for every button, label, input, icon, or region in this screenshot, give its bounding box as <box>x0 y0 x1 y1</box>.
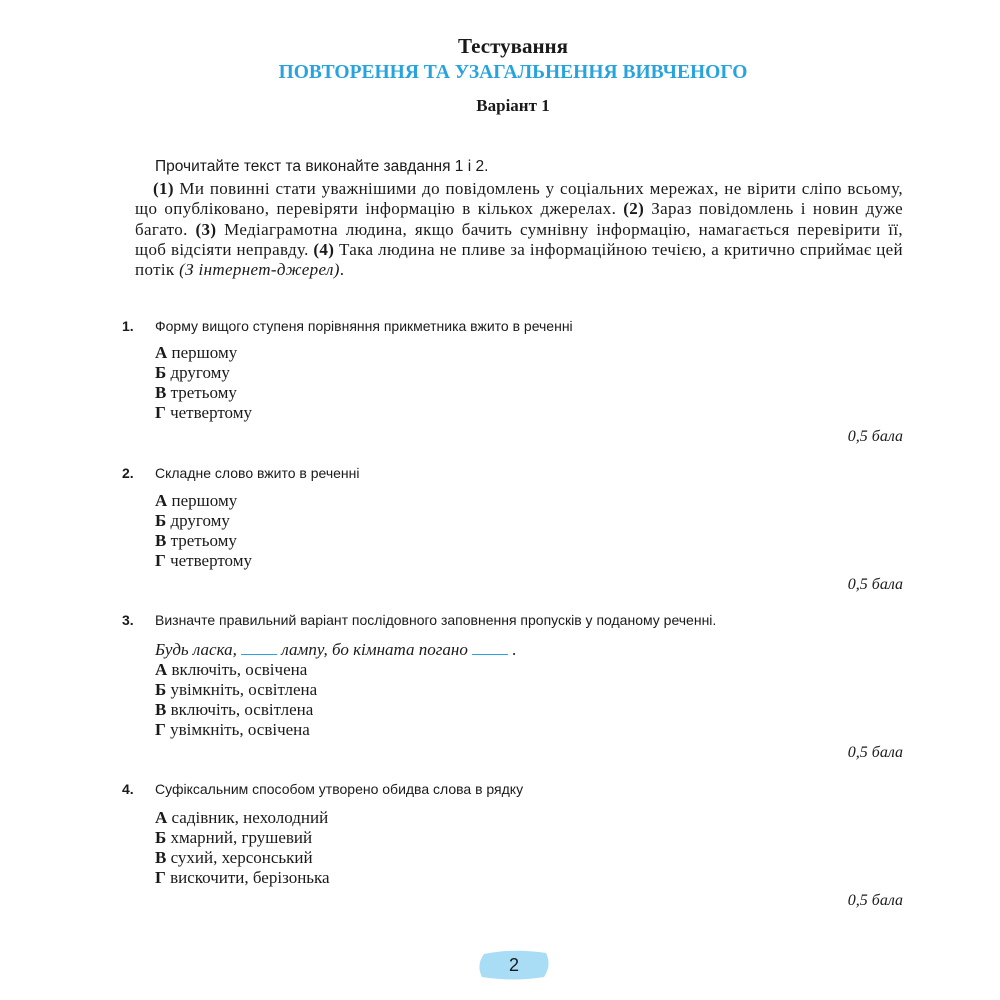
sentence-number-3: (3) <box>195 219 217 239</box>
sentence-4: Така людина не пливе за інформаційною течією, а критично сприймає цей потік <box>135 239 903 280</box>
passage-source: (З інтернет-джерел) <box>179 260 340 280</box>
option-b[interactable]: Б хмарний, грушевий <box>155 828 313 847</box>
option-v[interactable]: В сухий, херсонський <box>155 848 313 867</box>
blank-2 <box>472 640 508 655</box>
question-number: 2. <box>122 465 134 481</box>
page-number: 2 <box>508 955 519 975</box>
option-a[interactable]: А першому <box>155 491 238 510</box>
passage-end: . <box>339 260 345 280</box>
option-v[interactable]: В включіть, освітлена <box>155 700 314 719</box>
sentence-number-2: (2) <box>623 199 645 219</box>
answer-options <box>155 660 317 740</box>
question-number: 3. <box>122 612 134 628</box>
option-b[interactable]: Б другому <box>155 363 230 382</box>
reading-passage <box>135 179 903 280</box>
sentence-number-1: (1) <box>153 179 174 198</box>
sentence-3: Медіаграмотна людина, якщо бачить сумнівну інформацію, намагається перевірити її, щоб відсіяти неправду. <box>135 219 903 259</box>
option-a[interactable]: А садівник, нехолодний <box>155 808 329 827</box>
answer-options <box>155 491 252 571</box>
sentence-number-4: (4) <box>313 239 335 259</box>
points-label: 0,5 бала <box>847 744 903 761</box>
option-b[interactable]: Б увімкніть, освітлена <box>155 680 318 699</box>
question-2 <box>122 465 922 593</box>
question-text: Складне слово вжито в реченні <box>155 465 360 481</box>
question-text: Визначте правильний варіант послідовного заповнення пропусків у поданому реченні. <box>155 612 717 628</box>
test-title: Тестування <box>457 34 569 58</box>
sentence-2: Зараз повідомлень і новин дуже багато. <box>135 199 903 239</box>
option-g[interactable]: Г вискочити, берізонька <box>155 868 330 887</box>
option-g[interactable]: Г четвертому <box>155 403 252 422</box>
points-label: 0,5 бала <box>847 428 903 445</box>
answer-options <box>155 808 330 888</box>
answer-options <box>155 343 252 423</box>
question-number: 1. <box>122 318 134 334</box>
option-g[interactable]: Г четвертому <box>155 551 252 570</box>
option-a[interactable]: А включіть, освічена <box>155 660 308 679</box>
sentence-1: Ми повинні стати уважнішими до повідомлень у соціальних мережах, не вірити сліпо всьому, що опубліковано, перевіряти інформацію в кількох джерелах. <box>135 179 903 219</box>
points-label: 0,5 бала <box>847 892 903 909</box>
points-label: 0,5 бала <box>847 576 903 593</box>
fill-in-sentence: Будь ласка, лампу, бо кімната погано . <box>155 640 517 659</box>
question-text: Форму вищого ступеня порівняння прикметника вжито в реченні <box>155 318 573 334</box>
question-4 <box>122 781 922 909</box>
question-number: 4. <box>122 781 134 797</box>
section-subtitle: ПОВТОРЕННЯ ТА УЗАГАЛЬНЕННЯ ВИВЧЕНОГО <box>278 62 748 83</box>
question-1 <box>122 318 922 445</box>
blank-1 <box>241 640 277 655</box>
page-number-badge <box>478 950 550 980</box>
option-v[interactable]: В третьому <box>155 531 237 550</box>
option-a[interactable]: А першому <box>155 343 238 362</box>
question-3 <box>122 612 922 761</box>
option-g[interactable]: Г увімкніть, освічена <box>155 720 310 739</box>
question-text: Суфіксальним способом утворено обидва слова в рядку <box>155 781 524 797</box>
option-v[interactable]: В третьому <box>155 383 237 402</box>
variant-label: Варіант 1 <box>476 96 550 115</box>
option-b[interactable]: Б другому <box>155 511 230 530</box>
instruction: Прочитайте текст та виконайте завдання 1 і 2. <box>155 158 489 175</box>
